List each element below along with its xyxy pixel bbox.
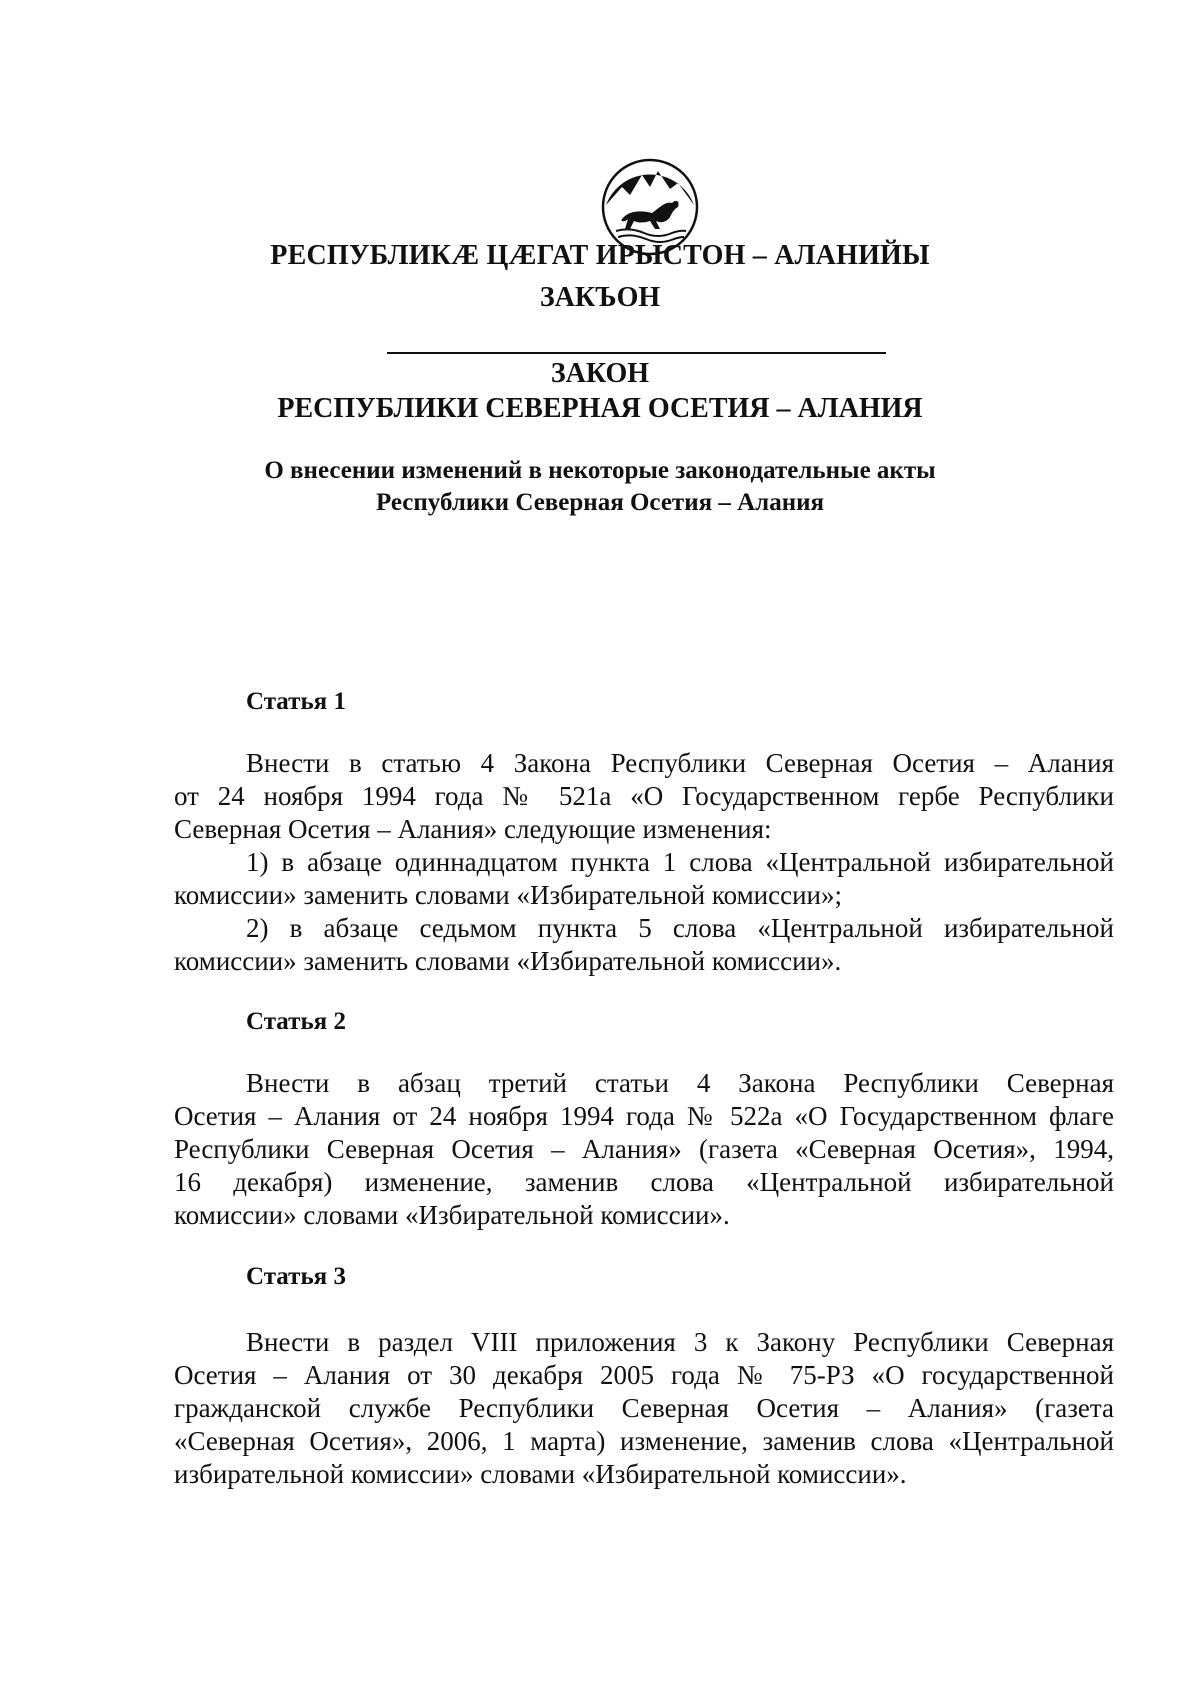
article-line: 16 декабря) изменение, заменив слова «Центральной избирательной — [174, 1167, 1114, 1197]
ossetian-law-label: ЗАКЪОН — [539, 282, 661, 313]
article-3-title: Статья 3 — [246, 1263, 346, 1290]
article-line: комиссии» словами «Избирательной комиссии». — [174, 1200, 730, 1230]
article-line: гражданской службе Республики Северная Осетия – Алания» (газета — [174, 1393, 1114, 1423]
article-1-body — [174, 747, 1114, 978]
article-line: 1) в абзаце одиннадцатом пункта 1 слова «Центральной избирательной — [246, 847, 1114, 877]
article-line: от 24 ноября 1994 года № 521а «О Государственном гербе Республики — [174, 781, 1114, 811]
article-3-body — [174, 1326, 1114, 1491]
article-line: избирательной комиссии» словами «Избирательной комиссии». — [174, 1459, 907, 1489]
title-divider — [387, 352, 886, 354]
article-line: Осетия – Алания от 30 декабря 2005 года № 75-РЗ «О государственной — [174, 1360, 1114, 1390]
article-line: комиссии» заменить словами «Избирательной комиссии». — [174, 946, 842, 976]
article-line: Внести в абзац третий статьи 4 Закона Республики Северная — [246, 1068, 1114, 1098]
article-line: Республики Северная Осетия – Алания» (газета «Северная Осетия», 1994, — [174, 1134, 1114, 1164]
russian-title: РЕСПУБЛИКИ СЕВЕРНАЯ ОСЕТИЯ – АЛАНИЯ — [277, 393, 923, 424]
article-1-title: Статья 1 — [246, 688, 346, 715]
article-line: комиссии» заменить словами «Избирательной комиссии»; — [174, 880, 842, 910]
article-line: Внести в раздел VIII приложения 3 к Закону Республики Северная — [246, 1327, 1114, 1357]
ossetian-title: РЕСПУБЛИКÆ ЦÆГАТ ИРЫСТОН – АЛАНИЙЫ — [270, 240, 930, 271]
article-2-body — [174, 1067, 1114, 1232]
article-line: Северная Осетия – Алания» следующие изменения: — [174, 814, 772, 844]
russian-law-label: ЗАКОН — [550, 358, 650, 389]
article-line: Внести в статью 4 Закона Республики Северная Осетия – Алания — [246, 748, 1114, 778]
law-subject-line1: О внесении изменений в некоторые законодательные акты — [264, 457, 936, 484]
article-line: 2) в абзаце седьмом пункта 5 слова «Центральной избирательной — [246, 913, 1114, 943]
law-subject-line2: Республики Северная Осетия – Алания — [375, 489, 825, 516]
article-2-title: Статья 2 — [246, 1008, 346, 1035]
article-line: Осетия – Алания от 24 ноября 1994 года № 522а «О Государственном флаге — [174, 1101, 1114, 1131]
article-line: «Северная Осетия», 2006, 1 марта) изменение, заменив слова «Центральной — [174, 1426, 1114, 1456]
